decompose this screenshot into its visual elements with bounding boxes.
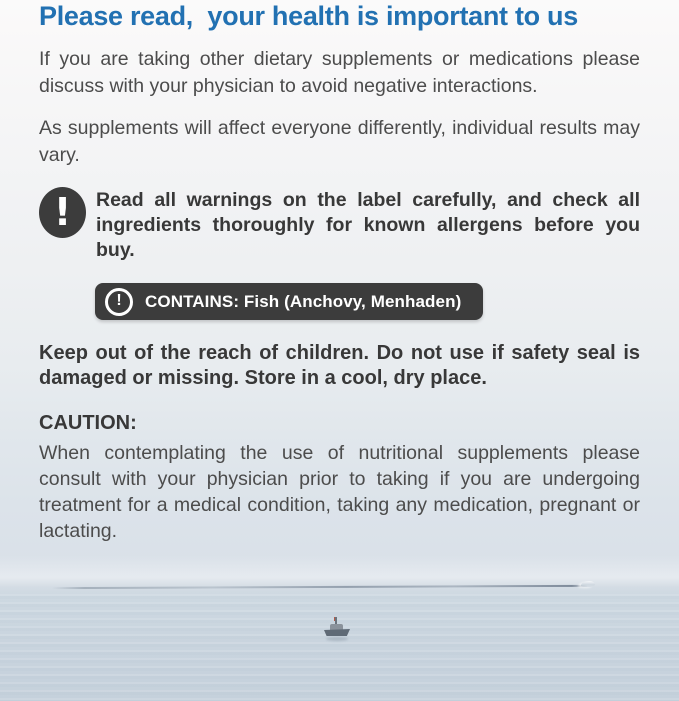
horizon-haze: [0, 555, 679, 587]
contains-badge-text: CONTAINS: Fish (Anchovy, Menhaden): [145, 291, 462, 311]
boat-cabin: [330, 624, 343, 630]
page-title: Please read, your health is important to us: [39, 1, 578, 31]
caution-text: When contemplating the use of nutritional supplements please consult with your physician prior to taking if you are undergoing treatment for a medical condition, taking any medication, pregnant or lactating.: [39, 442, 640, 542]
exclamation-glyph: !: [116, 291, 122, 309]
contains-badge: [95, 283, 483, 320]
intro-paragraph-2: As supplements will affect everyone differently, individual results may vary.: [39, 117, 640, 166]
exclamation-circle-icon: [39, 187, 86, 238]
allergen-warning-text: Read all warnings on the label carefully, and check all ingredients thoroughly for known allergens before you buy.: [96, 189, 640, 261]
exclamation-glyph: !: [53, 189, 72, 234]
intro-paragraph-1: If you are taking other dietary supplements or medications please discuss with your physician to avoid negative interactions.: [39, 48, 640, 97]
boat-hull: [324, 629, 350, 636]
sea-texture: [0, 594, 679, 701]
allergen-warning-row: [39, 186, 640, 263]
caution-label: CAUTION:: [39, 412, 137, 434]
speedboat: [581, 581, 595, 587]
storage-warning-text: Keep out of the reach of children. Do not use if safety seal is damaged or missing. Store in a cool, dry place.: [39, 342, 640, 389]
exclamation-circle-outline-icon: [105, 288, 133, 316]
fishing-boat: [324, 617, 350, 643]
boat-reflection: [326, 637, 348, 641]
